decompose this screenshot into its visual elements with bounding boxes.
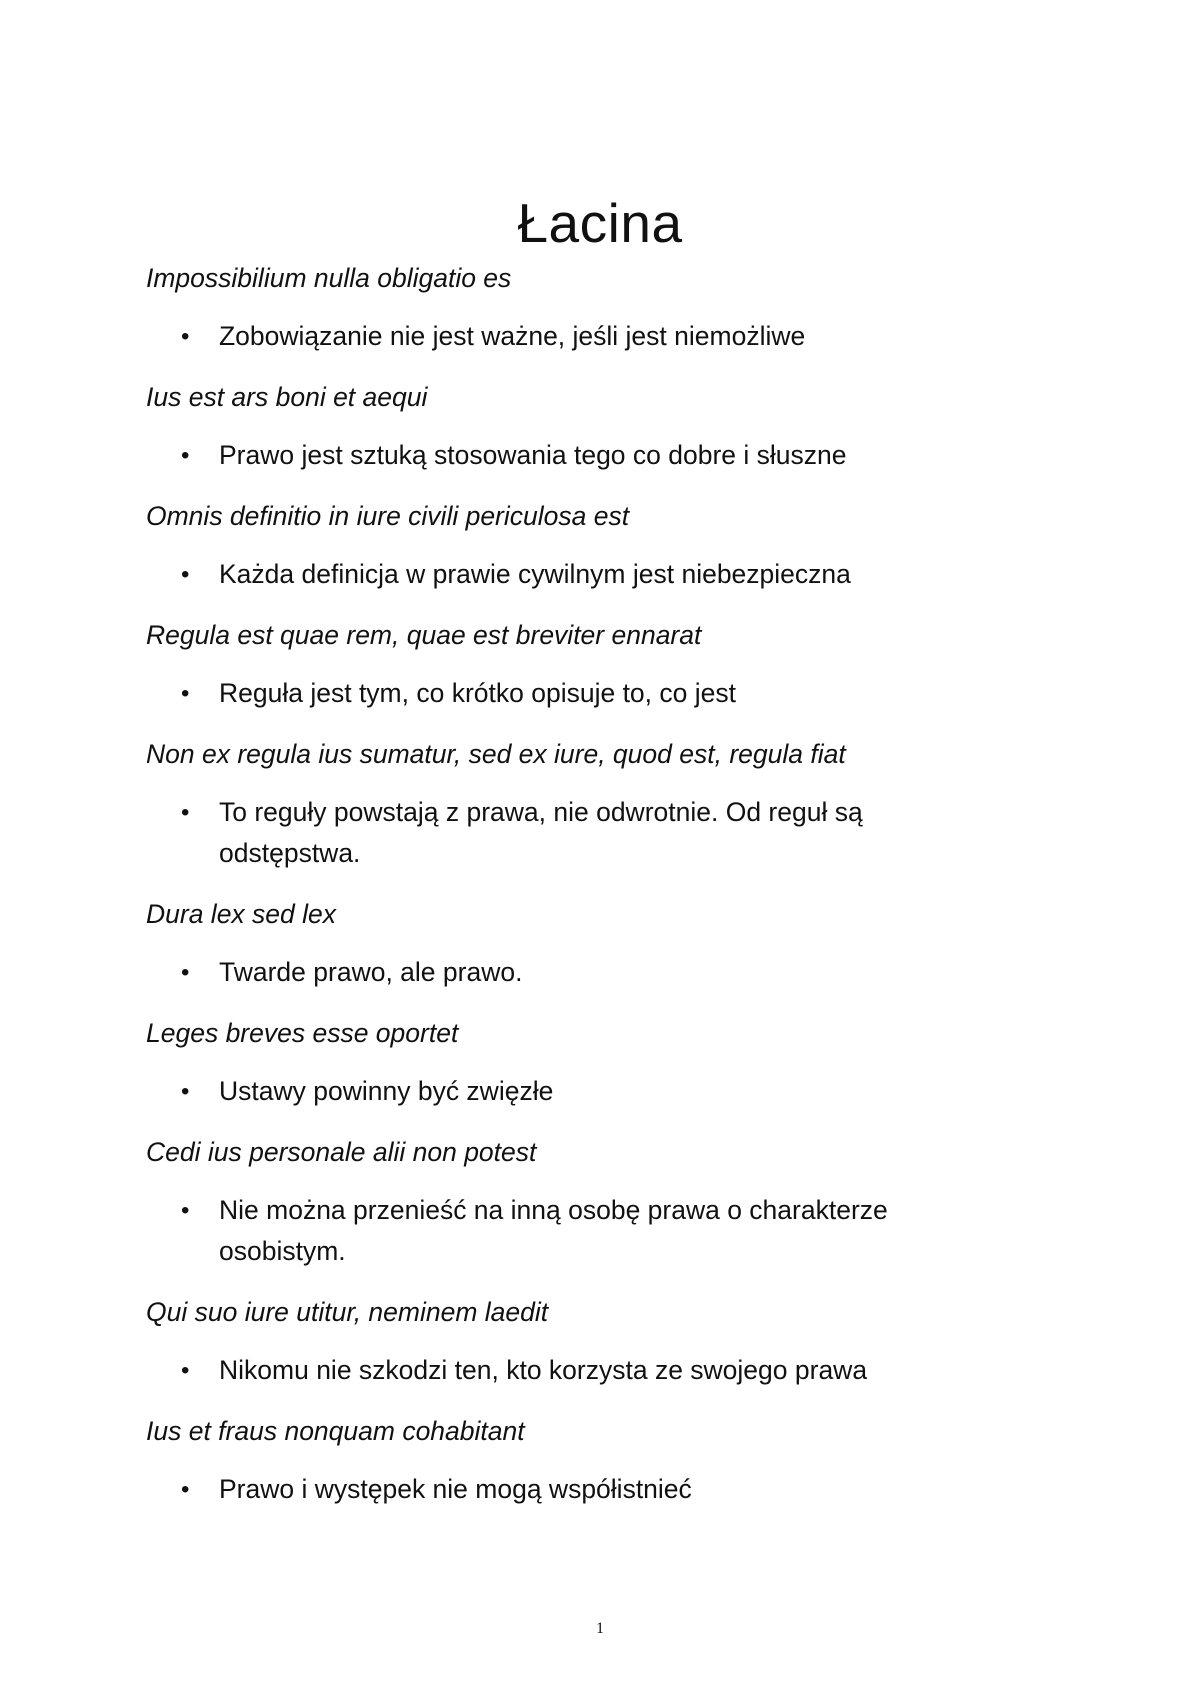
translation-text: Nie można przenieść na inną osobę prawa o charakterze osobistym. (219, 1195, 888, 1266)
translation-item (146, 792, 979, 874)
latin-maxim: Qui suo iure utitur, neminem laedit (146, 1297, 549, 1327)
translation-item (146, 952, 979, 993)
maxim-entry (146, 1411, 1046, 1510)
page-title: Łacina (517, 191, 683, 254)
latin-maxim: Regula est quae rem, quae est breviter ennarat (146, 620, 702, 650)
translation-text: To reguły powstają z prawa, nie odwrotnie. Od reguł są odstępstwa. (219, 797, 863, 868)
bullet-icon: • (181, 799, 190, 826)
latin-maxim: Ius et fraus nonquam cohabitant (146, 1416, 525, 1446)
translation-text: Każda definicja w prawie cywilnym jest niebezpieczna (219, 559, 851, 589)
maxims-list (146, 258, 1046, 1530)
latin-maxim: Non ex regula ius sumatur, sed ex iure, quod est, regula fiat (146, 739, 846, 769)
bullet-icon: • (181, 561, 190, 588)
bullet-icon: • (181, 959, 190, 986)
bullet-icon: • (181, 442, 190, 469)
maxim-entry (146, 894, 1046, 993)
latin-maxim: Leges breves esse oportet (146, 1018, 459, 1048)
translation-text: Reguła jest tym, co krótko opisuje to, co jest (219, 678, 736, 708)
translation-text: Prawo jest sztuką stosowania tego co dobre i słuszne (219, 440, 847, 470)
translation-text: Ustawy powinny być zwięzłe (219, 1076, 554, 1106)
maxim-entry (146, 615, 1046, 714)
bullet-icon: • (181, 1078, 190, 1105)
translation-text: Twarde prawo, ale prawo. (219, 957, 523, 987)
translation-item (146, 435, 979, 476)
translation-item (146, 673, 979, 714)
maxim-entry (146, 1132, 1046, 1272)
translation-text: Zobowiązanie nie jest ważne, jeśli jest niemożliwe (219, 321, 806, 351)
latin-maxim: Cedi ius personale alii non potest (146, 1137, 537, 1167)
maxim-entry (146, 377, 1046, 476)
maxim-entry (146, 734, 1046, 874)
maxim-entry (146, 258, 1046, 357)
translation-item (146, 1071, 979, 1112)
latin-maxim: Omnis definitio in iure civili periculosa est (146, 501, 630, 531)
maxim-entry (146, 1292, 1046, 1391)
page-number: 1 (596, 1620, 604, 1637)
latin-maxim: Impossibilium nulla obligatio es (146, 263, 512, 293)
translation-text: Prawo i występek nie mogą współistnieć (219, 1474, 692, 1504)
bullet-icon: • (181, 323, 190, 350)
bullet-icon: • (181, 1197, 190, 1224)
bullet-icon: • (181, 1476, 190, 1503)
maxim-entry (146, 496, 1046, 595)
translation-text: Nikomu nie szkodzi ten, kto korzysta ze swojego prawa (219, 1355, 868, 1385)
translation-item (146, 1350, 979, 1391)
latin-maxim: Ius est ars boni et aequi (146, 382, 428, 412)
translation-item (146, 1469, 979, 1510)
latin-maxim: Dura lex sed lex (146, 899, 337, 929)
maxim-entry (146, 1013, 1046, 1112)
translation-item (146, 1190, 979, 1272)
bullet-icon: • (181, 680, 190, 707)
translation-item (146, 316, 979, 357)
translation-item (146, 554, 979, 595)
bullet-icon: • (181, 1357, 190, 1384)
